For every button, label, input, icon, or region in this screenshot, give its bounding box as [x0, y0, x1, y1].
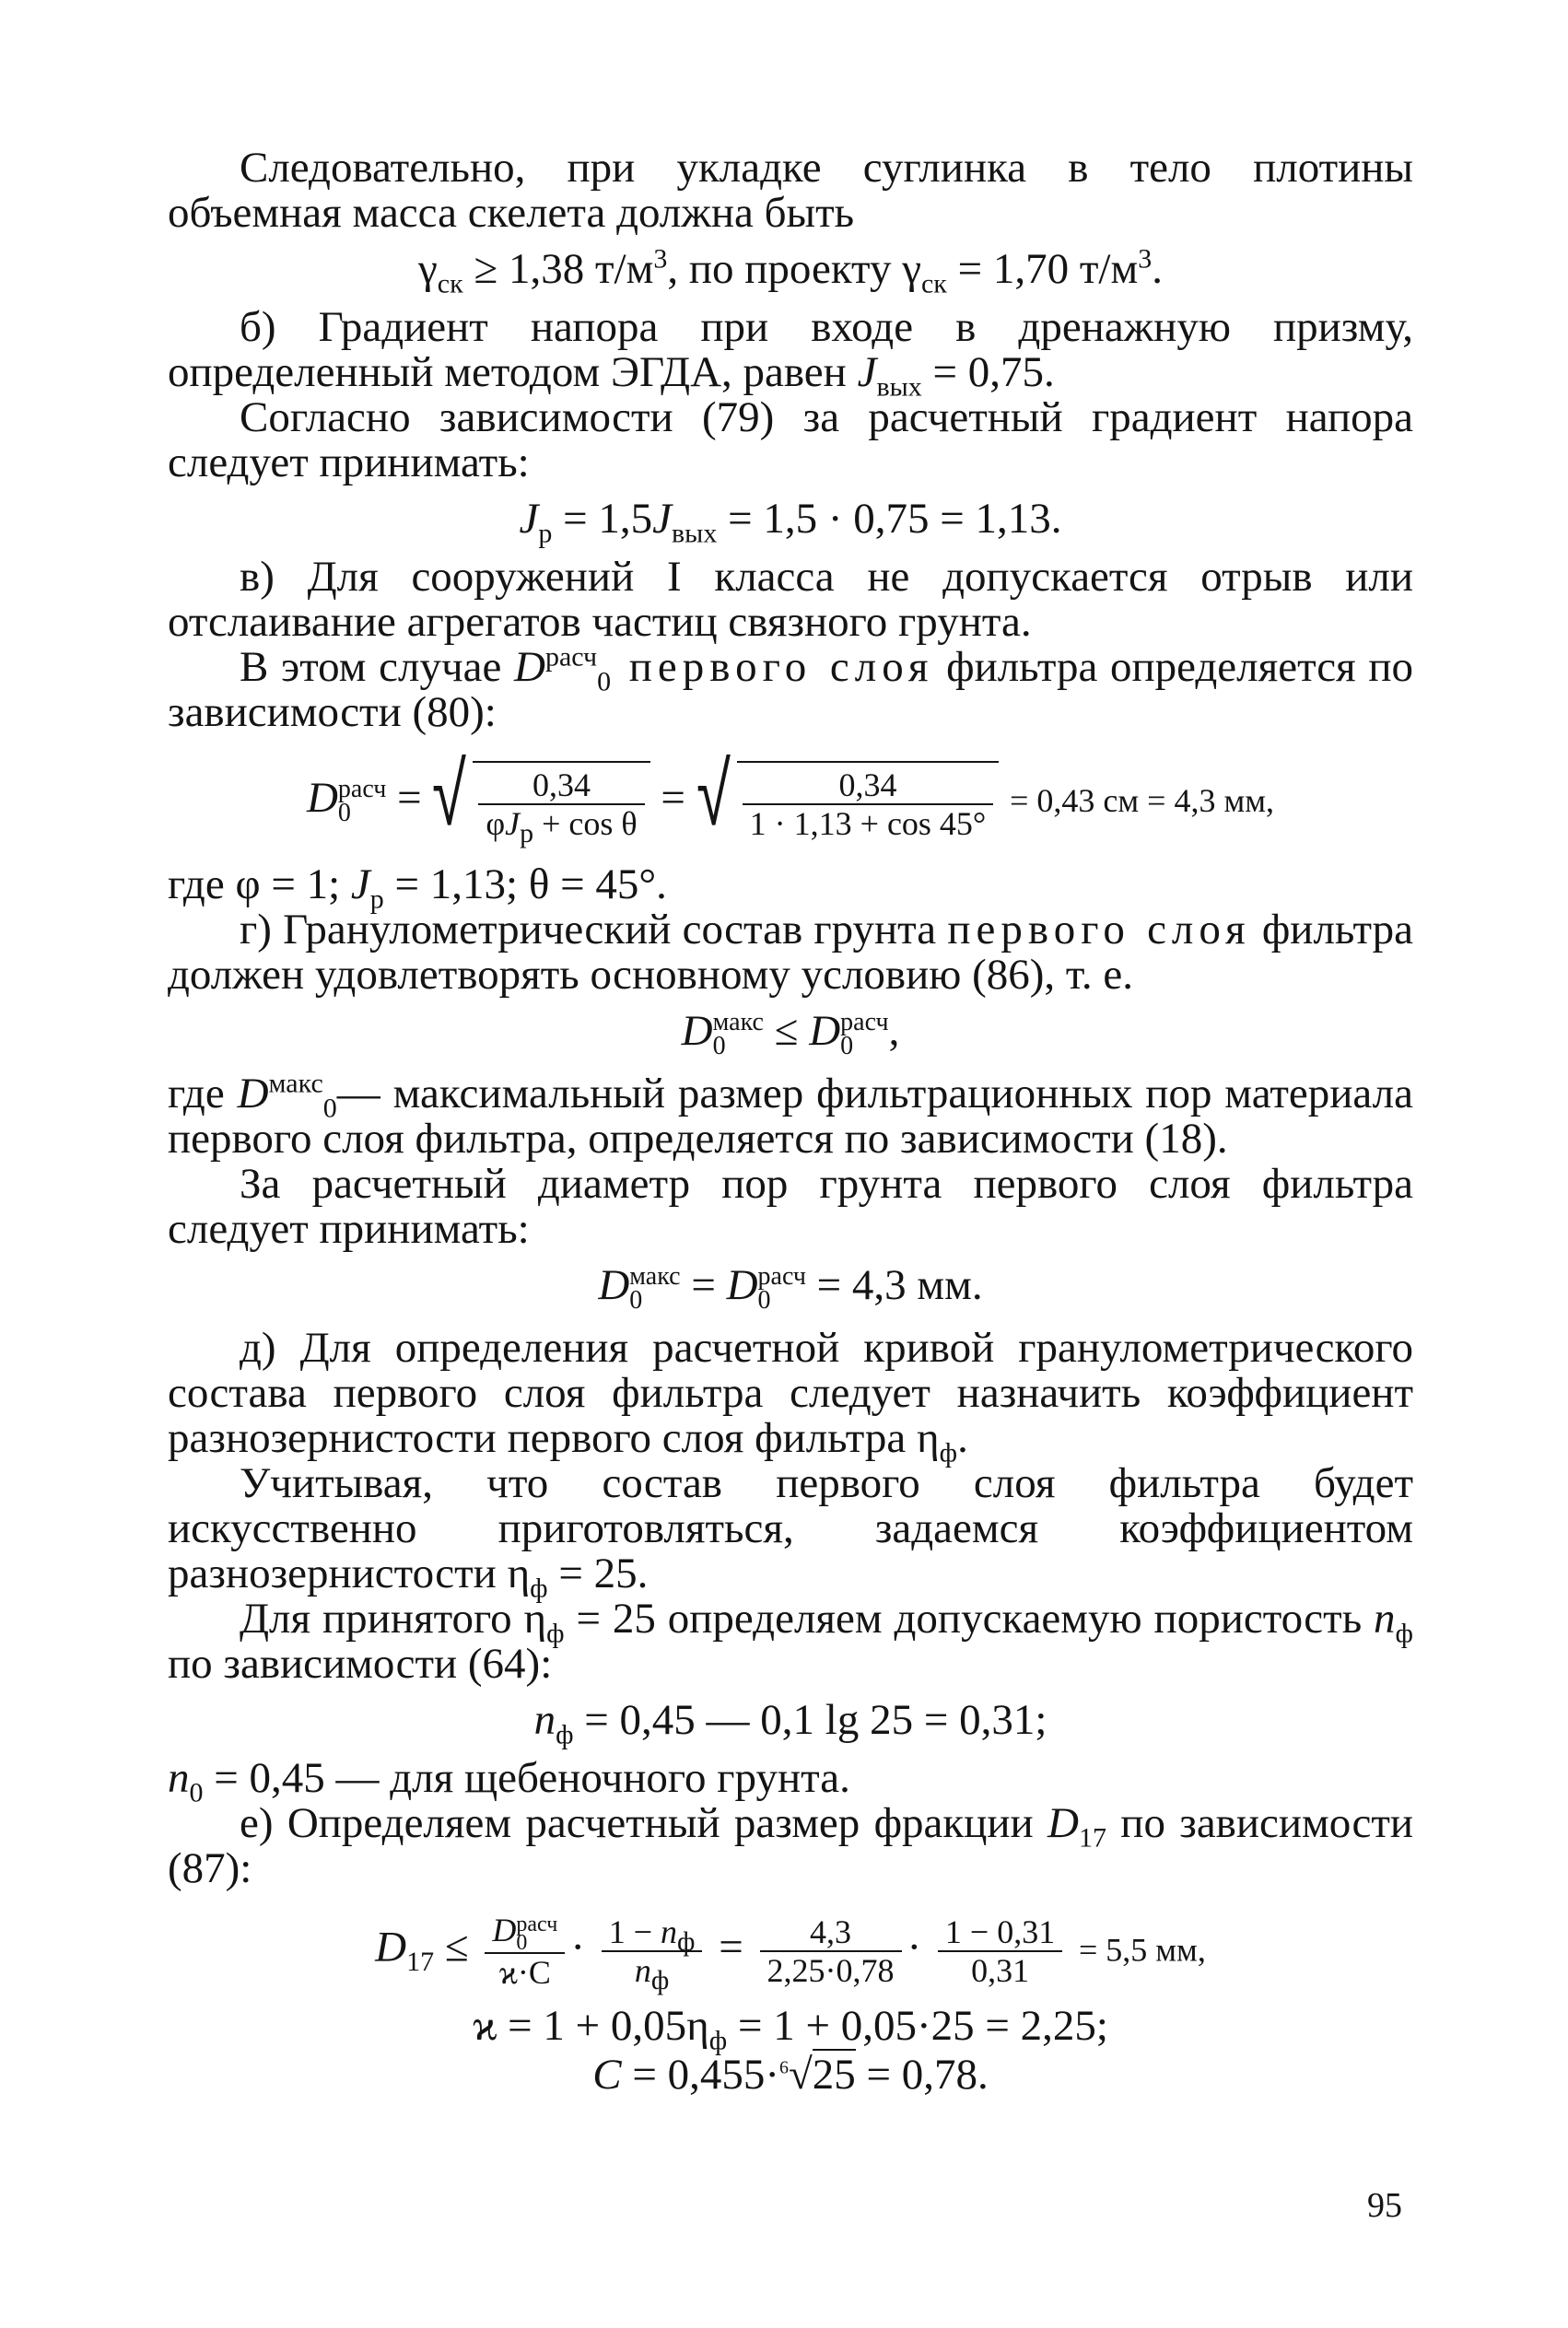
equation-density: $\gamma_{ск} \ge 1,38$ $т/м^3$, по проекту $\gamma_{ск} = 1,70$ $т/м^3$.	[418, 243, 1163, 299]
paragraph: За расчетный диаметр пор грунта первого слоя фильтра следует принимать:	[168, 1160, 1413, 1254]
paragraph: б) Градиент напора при входе в дренажную призму, определенный методом ЭГДА, равен $J_{вых} = 0,75$.	[168, 303, 1413, 403]
paragraph: Для принятого $\eta_ф = 25$ определяем допускаемую пористость $n_ф$ по зависимости (64):	[168, 1595, 1413, 1689]
paragraph: г) Гранулометрический состав грунта первого слоя фильтра должен удовлетворять основному условию (86), т. е.	[168, 906, 1414, 999]
paragraph: в) Для сооружений I класса не допускается отрыв или отслаивание агрегатов частиц связного грунта.	[168, 553, 1413, 646]
sqrt-expression: √ $\frac{0,34}{1 \cdot 1,13 + \cos 45^\circ}$	[696, 761, 1000, 842]
equation-c: C = 0,455·$^6$√25 = 0,78.	[592, 2051, 989, 2100]
paragraph: Следовательно, при укладке суглинка в тело плотины объемная масса скелета должна быть	[168, 144, 1413, 237]
equation-pore-diameter: D расч 0 = √ $\frac{0,34}{\varphi J_р + \cos \theta}$ = √ $\frac{0,34}{1 \cdot 1,13 + \cos 45^\circ}$ = 0,43 см = 4,3 мм,	[306, 743, 1275, 849]
equation-porosity: $n_ф = 0,45$ — 0,1 lg 25 = 0,31;	[533, 1696, 1047, 1750]
paragraph: Согласно зависимости (79) за расчетный градиент напора следует принимать:	[168, 393, 1413, 486]
page-number: 95	[1367, 2186, 1402, 2225]
paragraph: д) Для определения расчетной кривой гранулометрического состава первого слоя фильтра следует назначить коэффициент разнозернистости первого слоя фильтра $\eta_ф$.	[168, 1324, 1413, 1468]
paragraph: $n_0 = 0,45$ — для щебеночного грунта.	[168, 1754, 850, 1808]
paragraph: е) Определяем расчетный размер фракции $D_{17}$ по зависимости (87):	[168, 1799, 1414, 1893]
equation-gradient: $J_р = 1,5J_{вых} = 1,5 \cdot 0,75 = 1,13$.	[519, 495, 1062, 549]
paragraph: Учитывая, что состав первого слоя фильтра будет искусственно приготовляться, задаемся коэффициентом разнозернистости $\eta_ф = 25$.	[168, 1459, 1413, 1604]
equation-kappa: $ϰ = 1 + 0,05\eta_ф = 1 + 0,05\cdot 25 = 2,25$;	[473, 2002, 1108, 2056]
paragraph: В этом случае $D^{расч}_0$ первого слоя фильтра определяется по зависимости (80):	[168, 641, 1413, 736]
document-page	[168, 146, 1413, 2101]
equation-fraction-size: $D_{17}$ ≤ D расч 0 ϰ·C · $\frac{1 - n_ф}{n_ф}$ = $\frac{4,3}{2,25\cdot 0,78}$ · $\frac{1 - 0,31}{0,31}$ = 5,5 мм,	[375, 1912, 1206, 1996]
sqrt-expression: √ $\frac{0,34}{\varphi J_р + \cos \theta}$	[432, 761, 649, 842]
equation-condition: D макс 0 ≤ D расч 0 ,	[681, 1007, 900, 1061]
paragraph: где φ = 1; $J_р = 1,13$; θ = 45°.	[168, 860, 667, 915]
paragraph: где $D^{макс}_0—$ максимальный размер фильтрационных пор материала первого слоя фильтра, определяется по зависимости (18).	[168, 1068, 1413, 1164]
equation-design-diameter: D макс 0 = D расч 0 = 4,3 мм.	[598, 1261, 983, 1316]
